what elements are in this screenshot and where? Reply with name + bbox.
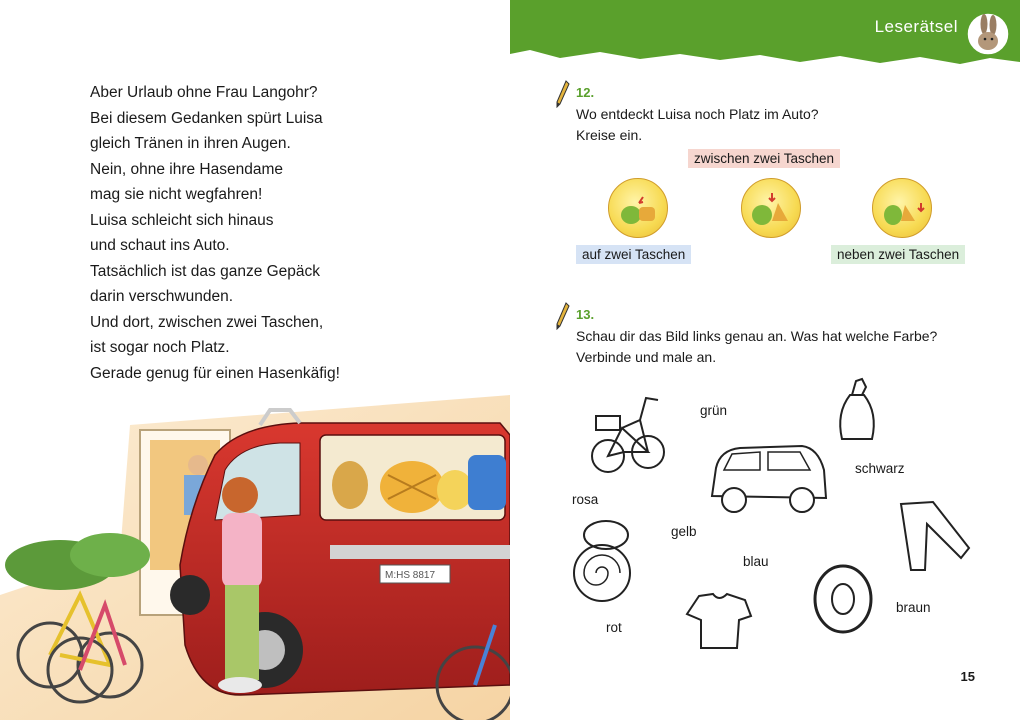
- story-line: darin verschwunden.: [90, 288, 234, 305]
- color-word-braun[interactable]: braun: [896, 600, 931, 615]
- car-illustration: [0, 395, 510, 720]
- story-text: [90, 80, 340, 386]
- option-image-left[interactable]: [608, 178, 668, 238]
- bicycle-sketch[interactable]: [590, 388, 666, 478]
- page-number: 15: [960, 669, 975, 684]
- option-next-to-bags[interactable]: neben zwei Taschen: [831, 245, 965, 264]
- story-line: Tatsächlich ist das ganze Gepäck: [90, 262, 321, 280]
- option-on-bags[interactable]: auf zwei Taschen: [576, 245, 691, 264]
- story-line: Bei diesem Gedanken spürt Luisa: [90, 109, 323, 127]
- task12-question: Wo entdeckt Luisa noch Platz im Auto?: [576, 106, 819, 122]
- color-word-schwarz[interactable]: schwarz: [855, 461, 905, 476]
- color-word-gelb[interactable]: gelb: [671, 524, 697, 539]
- tire-sketch[interactable]: [812, 563, 874, 635]
- sleeping-bag-sketch[interactable]: [566, 515, 642, 605]
- task13-question: Schau dir das Bild links genau an. Was hat welche Farbe?: [576, 328, 938, 344]
- task12-instruction: Kreise ein.: [576, 127, 643, 143]
- story-line: Luisa schleicht sich hinaus: [90, 211, 274, 229]
- story-line: gleich Tränen in ihren Augen.: [90, 135, 291, 152]
- story-line: mag sie nicht wegfahren!: [90, 186, 263, 203]
- bags-icon: [609, 179, 667, 237]
- car-sketch[interactable]: [706, 440, 831, 518]
- license-plate: M:HS 8817: [385, 570, 436, 581]
- pencil-icon: [556, 80, 570, 108]
- story-line: Gerade genug für einen Hasenkäfig!: [90, 364, 340, 382]
- color-word-rosa[interactable]: rosa: [572, 492, 599, 507]
- header-title: Leserätsel: [874, 17, 958, 36]
- rabbit-icon: [966, 12, 1010, 56]
- bag-sketch[interactable]: [832, 373, 882, 443]
- color-word-gruen[interactable]: grün: [700, 403, 728, 418]
- story-line: Nein, ohne ihre Hasendame: [90, 160, 284, 178]
- tshirt-sketch[interactable]: [685, 590, 755, 652]
- option-image-middle[interactable]: [741, 178, 801, 238]
- right-page: [510, 0, 1020, 720]
- option-image-right[interactable]: [872, 178, 932, 238]
- bags-icon: [742, 179, 800, 237]
- color-word-blau[interactable]: blau: [743, 554, 769, 569]
- color-word-rot[interactable]: rot: [606, 620, 622, 635]
- bags-icon: [873, 179, 931, 237]
- story-line: Und dort, zwischen zwei Taschen,: [90, 313, 324, 331]
- story-line: und schaut ins Auto.: [90, 237, 230, 254]
- pencil-icon: [556, 302, 570, 330]
- option-between-bags[interactable]: zwischen zwei Taschen: [688, 149, 840, 168]
- trousers-sketch[interactable]: [895, 498, 975, 574]
- task-number-13: 13.: [576, 307, 595, 322]
- story-line: Aber Urlaub ohne Frau Langohr?: [90, 84, 318, 101]
- task13-instruction: Verbinde und male an.: [576, 349, 717, 365]
- story-line: ist sogar noch Platz.: [90, 339, 230, 356]
- task-number-12: 12.: [576, 85, 595, 100]
